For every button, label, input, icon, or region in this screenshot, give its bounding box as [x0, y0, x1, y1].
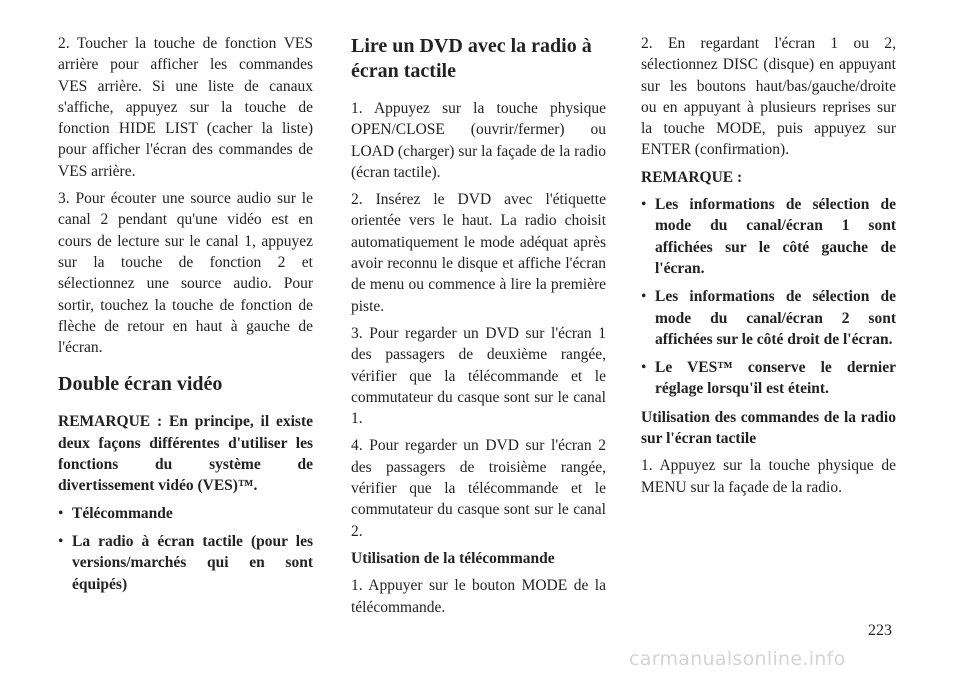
bullet-list-screen-info	[641, 194, 896, 400]
paragraph-step-2-select-disc: 2. En regardant l'écran 1 ou 2, sélectionnez DISC (disque) en appuyant sur les boutons haut/bas/gauche/droite ou en appuyant à plusieurs reprises sur la touche MODE, puis appuyez sur ENTER (confirmation).	[641, 35, 896, 159]
page-number: 223	[868, 622, 892, 639]
heading-dual-screen-video: Double écran vidéo	[58, 373, 223, 396]
heading-play-dvd-touchscreen: Lire un DVD avec la radio à écran tactile	[351, 35, 592, 82]
paragraph-step-4-screen-2: 4. Pour regarder un DVD sur l'écran 2 des passagers de troisième rangée, vérifier que la télécommande et le commutateur du casque sont sur le canal 2.	[351, 437, 606, 540]
paragraph-step-2-rear-ves: 2. Toucher la touche de fonction VES arrière pour afficher les commandes VES arrière. Si une liste de canaux s'affiche, appuyez sur la touche de fonction HIDE LIST (cacher la liste) pour afficher l'écran des commandes de VES arrière.	[58, 35, 313, 180]
bullet-item-ves-last-setting: • Le VES™ conserve le dernier réglage lorsqu'il est éteint.	[641, 357, 896, 400]
bullet-item-screen-2-right: • Les informations de sélection de mode du canal/écran 2 sont affichées sur le côté droit de l'écran.	[641, 286, 896, 350]
paragraph-step-3-audio-source: 3. Pour écouter une source audio sur le canal 2 pendant qu'une vidéo est en cours de lecture sur le canal 1, appuyez sur la touche de fonction 2 et sélectionnez une source audio. Pour sortir, touchez la touche de fonction de flèche de retour en haut à gauche de l'écran.	[58, 190, 313, 357]
column-left	[58, 33, 313, 602]
paragraph-step-1-menu-button: 1. Appuyez sur la touche physique de MENU sur la façade de la radio.	[641, 457, 896, 496]
subheading-radio-touchscreen-controls: Utilisation des commandes de la radio sur l'écran tactile	[641, 408, 896, 448]
subheading-using-remote: Utilisation de la télécommande	[351, 549, 555, 567]
column-middle	[351, 33, 606, 624]
paragraph-step-3-screen-1: 3. Pour regarder un DVD sur l'écran 1 des passagers de deuxième rangée, vérifier que la télécommande et le commutateur du casque sont sur le canal 1.	[351, 324, 606, 428]
paragraph-step-2-insert-dvd: 2. Insérez le DVD avec l'étiquette orientée vers le haut. La radio choisit automatiquement le mode adéquat après avoir reconnu le disque et affiche l'écran de menu ou commence à lire la première piste.	[351, 191, 606, 315]
note-two-ways: REMARQUE : En principe, il existe deux façons différentes d'utiliser les fonctions du système de divertissement vidéo (VES)™.	[58, 413, 313, 495]
paragraph-step-1-open-close: 1. Appuyez sur la touche physique OPEN/CLOSE (ouvrir/fermer) ou LOAD (charger) sur la façade de la radio (écran tactile).	[351, 100, 606, 181]
column-right	[641, 33, 896, 504]
bullet-item-remote: • Télécommande	[58, 503, 313, 524]
paragraph-step-1-mode-button: 1. Appuyer sur le bouton MODE de la télécommande.	[351, 577, 606, 616]
bullet-list-control-methods	[58, 503, 313, 595]
bullet-item-screen-1-left: • Les informations de sélection de mode du canal/écran 1 sont affichées sur le côté gauche de l'écran.	[641, 194, 896, 279]
site-watermark: carmanualsonline.info	[629, 648, 846, 670]
bullet-item-touchscreen-radio: • La radio à écran tactile (pour les versions/marchés qui en sont équipés)	[58, 531, 313, 595]
note-label: REMARQUE :	[641, 168, 743, 186]
